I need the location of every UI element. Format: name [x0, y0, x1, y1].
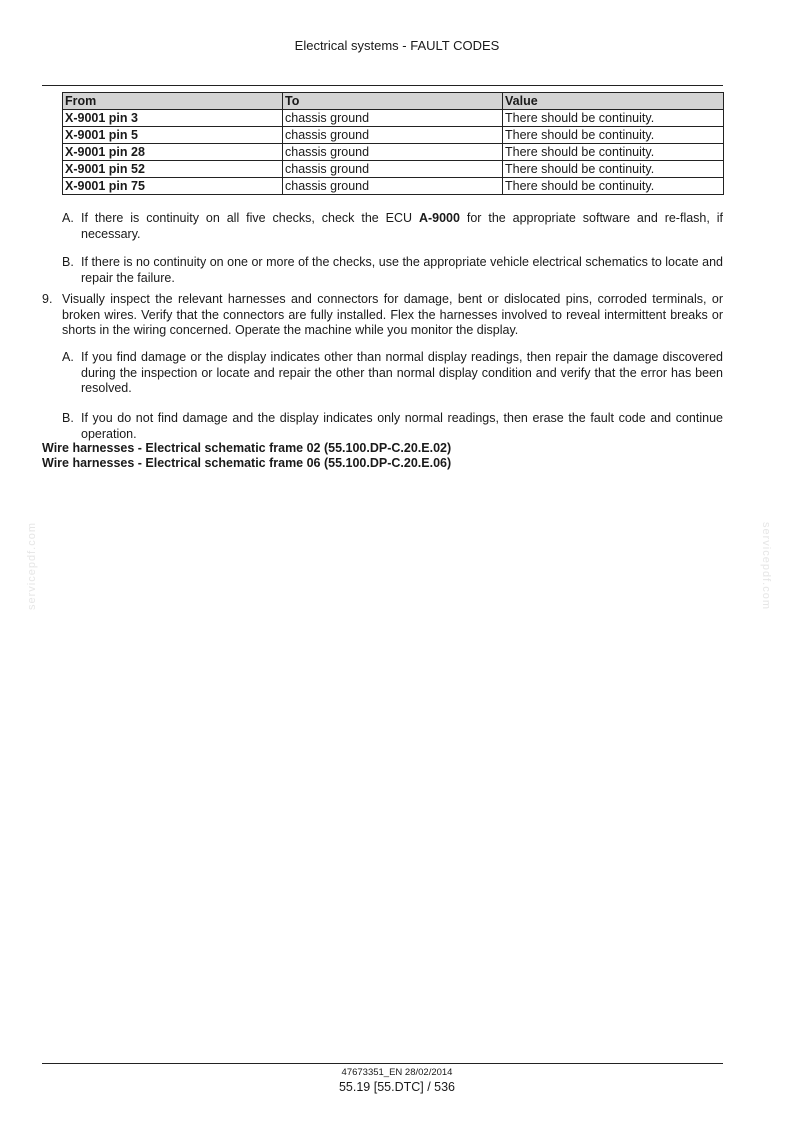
cell-to: chassis ground [283, 161, 503, 178]
step-text: Visually inspect the relevant harnesses and connectors for damage, bent or dislocated pins, corroded terminals, or broken wires. Verify that the connectors are fully installed. Flex the harnesses involved to reveal intermittent breaks or shorts in the wiring concerned. Operate the machine while you monitor the display. [62, 292, 723, 337]
substep-b-no-damage [62, 411, 723, 442]
cell-to: chassis ground [283, 178, 503, 195]
link-schematic-frame-02[interactable]: Wire harnesses - Electrical schematic frame 02 (55.100.DP-C.20.E.02) [42, 441, 452, 455]
watermark-right: servicepdf.com [759, 522, 772, 610]
substep-a-continuity [62, 211, 723, 242]
page-header-title: Electrical systems - FAULT CODES [294, 38, 500, 53]
step-number: 9. [42, 292, 53, 306]
cell-to: chassis ground [283, 144, 503, 161]
cell-from: X-9001 pin 3 [63, 110, 283, 127]
cell-value: There should be continuity. [503, 144, 724, 161]
header-divider [42, 85, 723, 86]
table-row [63, 178, 724, 195]
table-row [63, 127, 724, 144]
substep-label: A. [62, 211, 74, 225]
cell-value: There should be continuity. [503, 110, 724, 127]
cell-from: X-9001 pin 52 [63, 161, 283, 178]
cell-from: X-9001 pin 28 [63, 144, 283, 161]
substep-label: A. [62, 350, 74, 364]
watermark-left: servicepdf.com [25, 522, 38, 610]
substep-text: If you do not find damage and the display indicates only normal readings, then erase the fault code and continue operation. [81, 411, 723, 441]
footer-page-number: 55.19 [55.DTC] / 536 [338, 1080, 456, 1094]
cell-value: There should be continuity. [503, 161, 724, 178]
ecu-reference: A-9000 [418, 211, 460, 225]
step-9 [42, 292, 723, 339]
footer-document-id: 47673351_EN 28/02/2014 [341, 1067, 453, 1078]
footer-divider [42, 1063, 723, 1064]
table-row [63, 144, 724, 161]
substep-label: B. [62, 255, 74, 269]
substep-a-damage [62, 350, 723, 397]
cell-to: chassis ground [283, 110, 503, 127]
cell-value: There should be continuity. [503, 178, 724, 195]
cell-from: X-9001 pin 75 [63, 178, 283, 195]
table-row [63, 110, 724, 127]
column-header-value: Value [503, 93, 724, 110]
cell-to: chassis ground [283, 127, 503, 144]
continuity-table [62, 92, 723, 195]
substep-text: If you find damage or the display indicates other than normal display readings, then repair the damage discovered during the inspection or locate and repair the other than normal display condition and verify that the error has been resolved. [81, 350, 723, 395]
column-header-to: To [283, 93, 503, 110]
cell-value: There should be continuity. [503, 127, 724, 144]
substep-label: B. [62, 411, 74, 425]
column-header-from: From [63, 93, 283, 110]
link-schematic-frame-06[interactable]: Wire harnesses - Electrical schematic frame 06 (55.100.DP-C.20.E.06) [42, 456, 452, 470]
cell-from: X-9001 pin 5 [63, 127, 283, 144]
substep-b-no-continuity [62, 255, 723, 286]
substep-text: If there is continuity on all five checks, check the ECU A-9000 for the appropriate software and re-flash, if necessary. [81, 211, 724, 241]
substep-text: If there is no continuity on one or more of the checks, use the appropriate vehicle electrical schematics to locate and repair the failure. [81, 255, 723, 285]
table-header-row [63, 93, 724, 110]
table-row [63, 161, 724, 178]
